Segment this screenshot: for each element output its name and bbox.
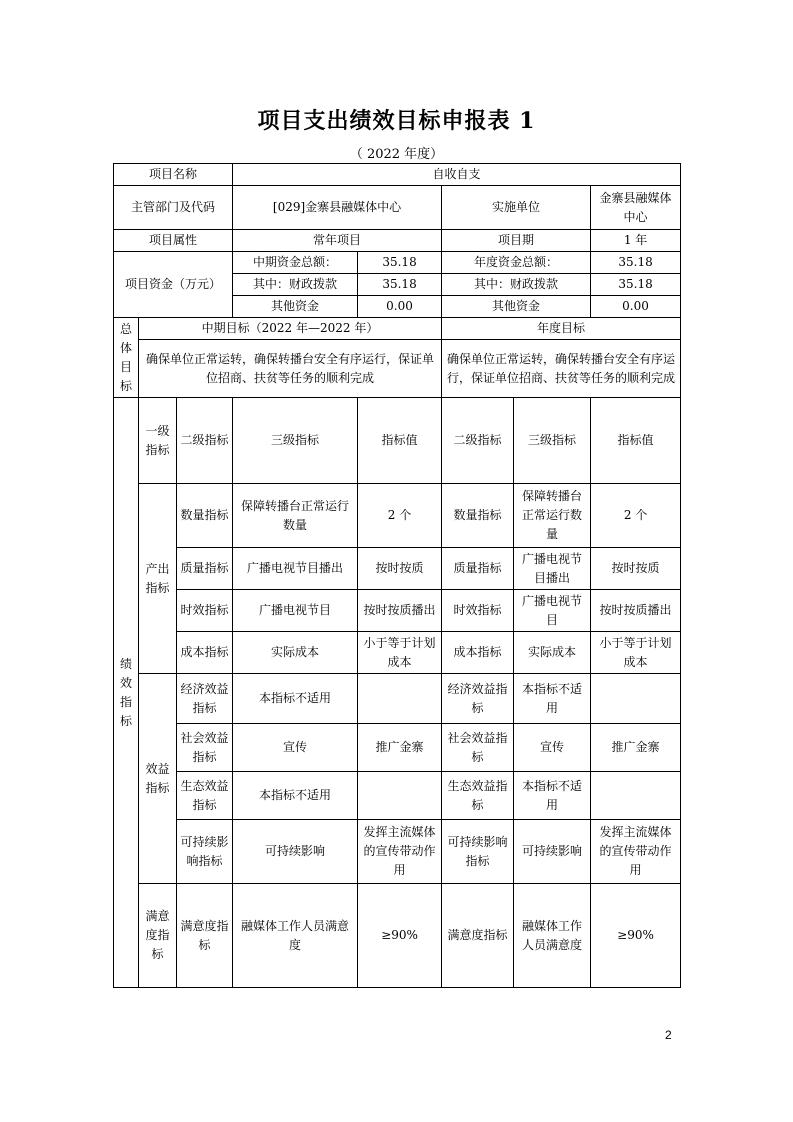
mid-other-label: 其他资金	[233, 296, 358, 318]
table-row-value-year: 小于等于计划成本	[591, 632, 681, 674]
table-row-l2-year: 时效指标	[442, 590, 514, 632]
table-row-value: 发挥主流媒体的宣传带动作用	[358, 820, 442, 884]
impl-unit-value: 金寨县融媒体中心	[591, 186, 681, 230]
output-indicator-label: 产出指标	[139, 484, 177, 674]
table-row-l2: 社会效益指标	[177, 724, 233, 772]
table-row-l2-year: 社会效益指标	[442, 724, 514, 772]
table-row-l3: 可持续影响	[233, 820, 358, 884]
mid-fiscal-value: 35.18	[358, 274, 442, 296]
year-line: （ 2022 年度）	[349, 147, 444, 162]
year-fiscal-value: 35.18	[591, 274, 681, 296]
value-header: 指标值	[358, 398, 442, 484]
impl-unit-label: 实施单位	[442, 186, 591, 230]
mid-total-label: 中期资金总额：	[233, 252, 358, 274]
mid-total-value: 35.18	[358, 252, 442, 274]
table-row-l3: 本指标不适用	[233, 772, 358, 820]
funds-label: 项目资金（万元）	[114, 252, 233, 318]
table-row-value: 按时按质	[358, 548, 442, 590]
level2-header-year: 二级指标	[442, 398, 514, 484]
table-row-value	[358, 772, 442, 820]
table-row-l3-year: 本指标不适用	[514, 772, 591, 820]
table-row-l3: 本指标不适用	[233, 674, 358, 724]
table-row-value-year	[591, 772, 681, 820]
table-row-l3-year: 实际成本	[514, 632, 591, 674]
table-row-l2: 时效指标	[177, 590, 233, 632]
table-row-value-year: 推广金寨	[591, 724, 681, 772]
perf-indicator-label: 绩效指标	[114, 398, 139, 988]
table-row-l2-year: 经济效益指标	[442, 674, 514, 724]
table-row-l3: 广播电视节目播出	[233, 548, 358, 590]
mid-fiscal-label: 其中：财政拨款	[233, 274, 358, 296]
level3-header: 三级指标	[233, 398, 358, 484]
dept-label: 主管部门及代码	[114, 186, 233, 230]
table-row-l2-year: 质量指标	[442, 548, 514, 590]
attr-label: 项目属性	[114, 230, 233, 252]
table-row-l3: 保障转播台正常运行数量	[233, 484, 358, 548]
benefit-indicator-label: 效益指标	[139, 674, 177, 884]
level3-header-year: 三级指标	[514, 398, 591, 484]
table-row-l3: 宣传	[233, 724, 358, 772]
page-title: 项目支出绩效目标申报表 1	[257, 108, 536, 134]
table-row-l2: 满意度指标	[177, 884, 233, 988]
satisfaction-indicator-label: 满意度指标	[139, 884, 177, 988]
project-name-label: 项目名称	[114, 164, 233, 186]
table-row-value: ≥90%	[358, 884, 442, 988]
year-other-label: 其他资金	[442, 296, 591, 318]
performance-table	[113, 163, 681, 988]
period-value: 1 年	[591, 230, 681, 252]
dept-value: [029]金寨县融媒体中心	[233, 186, 442, 230]
table-row-value: 2 个	[358, 484, 442, 548]
table-row-l2: 成本指标	[177, 632, 233, 674]
table-row-l2: 质量指标	[177, 548, 233, 590]
table-row-l3-year: 本指标不适用	[514, 674, 591, 724]
level2-header: 二级指标	[177, 398, 233, 484]
table-row-l3: 实际成本	[233, 632, 358, 674]
table-row-l3-year: 宣传	[514, 724, 591, 772]
table-row-l2: 生态效益指标	[177, 772, 233, 820]
table-row-l3-year: 广播电视节目	[514, 590, 591, 632]
value-header-year: 指标值	[591, 398, 681, 484]
year-fiscal-label: 其中：财政拨款	[442, 274, 591, 296]
table-row-l2: 经济效益指标	[177, 674, 233, 724]
table-row-value: 小于等于计划成本	[358, 632, 442, 674]
mid-goal-label: 中期目标（2022 年—2022 年）	[139, 318, 442, 340]
year-other-value: 0.00	[591, 296, 681, 318]
table-row-l2-year: 成本指标	[442, 632, 514, 674]
table-row-l3: 融媒体工作人员满意度	[233, 884, 358, 988]
table-row-value	[358, 674, 442, 724]
table-row-l3: 广播电视节目	[233, 590, 358, 632]
year-total-value: 35.18	[591, 252, 681, 274]
table-row-value: 推广金寨	[358, 724, 442, 772]
period-label: 项目期	[442, 230, 591, 252]
table-row-l3-year: 保障转播台正常运行数量	[514, 484, 591, 548]
table-row-value-year: 按时按质播出	[591, 590, 681, 632]
table-row-l3-year: 可持续影响	[514, 820, 591, 884]
table-row-value-year: 按时按质	[591, 548, 681, 590]
table-row-l2-year: 满意度指标	[442, 884, 514, 988]
attr-value: 常年项目	[233, 230, 442, 252]
mid-goal-text: 确保单位正常运转，确保转播台安全有序运行，保证单位招商、扶贫等任务的顺利完成	[139, 340, 442, 398]
table-row-l2: 数量指标	[177, 484, 233, 548]
year-total-label: 年度资金总额：	[442, 252, 591, 274]
year-goal-text: 确保单位正常运转，确保转播台安全有序运行，保证单位招商、扶贫等任务的顺利完成	[442, 340, 681, 398]
table-row-l2: 可持续影响指标	[177, 820, 233, 884]
page-number: 2	[665, 1028, 672, 1042]
overall-goal-label: 总体目标	[114, 318, 139, 398]
table-row-value: 按时按质播出	[358, 590, 442, 632]
table-row-l2-year: 数量指标	[442, 484, 514, 548]
table-row-value-year: 2 个	[591, 484, 681, 548]
mid-other-value: 0.00	[358, 296, 442, 318]
year-goal-label: 年度目标	[442, 318, 681, 340]
table-row-value-year	[591, 674, 681, 724]
table-row-l3-year: 融媒体工作人员满意度	[514, 884, 591, 988]
level1-header: 一级指标	[139, 398, 177, 484]
table-row-value-year: 发挥主流媒体的宣传带动作用	[591, 820, 681, 884]
project-name-value: 自收自支	[233, 164, 681, 186]
table-row-l2-year: 生态效益指标	[442, 772, 514, 820]
table-row-l3-year: 广播电视节目播出	[514, 548, 591, 590]
table-row-l2-year: 可持续影响指标	[442, 820, 514, 884]
table-row-value-year: ≥90%	[591, 884, 681, 988]
